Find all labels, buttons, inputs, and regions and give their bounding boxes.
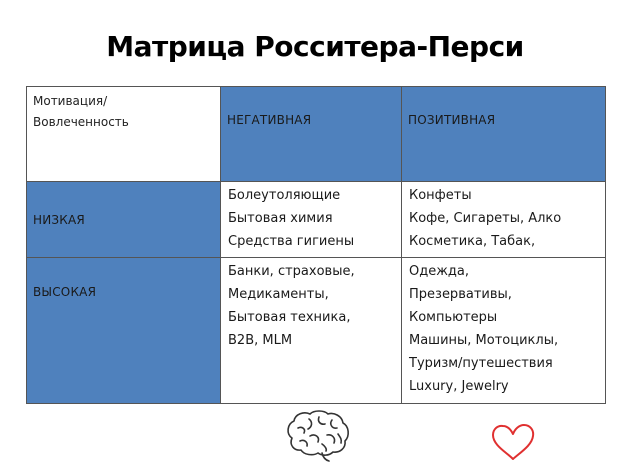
list-item: Кофе, Сигареты, Алко [409,211,562,226]
cell-low-negative [221,182,402,258]
corner-label-motivation: Мотивация/ [33,94,108,108]
list-item: Туризм/путешествия [409,356,553,371]
header-row [27,87,606,182]
column-header-positive [402,87,606,182]
list-item: Банки, страховые, [228,264,355,279]
list-item: Бытовая химия [228,211,333,226]
list-item: Медикаменты, [228,287,329,302]
heart-icon [488,422,538,462]
cell-high-negative [221,258,402,404]
list-item: Одежда, [409,264,470,279]
row-header-high [27,258,221,404]
row-header-low-label: НИЗКАЯ [33,212,85,227]
cell-low-positive-list [402,182,605,253]
corner-label [27,87,220,133]
list-item: Бытовая техника, [228,310,351,325]
brain-icon [282,408,352,464]
row-header-high-label: ВЫСОКАЯ [33,285,97,299]
rossiter-percy-matrix [26,86,606,404]
list-item: Машины, Мотоциклы, [409,333,559,348]
list-item: Luxury, Jewelry [409,379,509,394]
list-item: Болеутоляющие [228,188,341,203]
row-header-low [27,182,221,258]
column-header-positive-label: ПОЗИТИВНАЯ [408,113,496,127]
column-header-negative-label: НЕГАТИВНАЯ [227,113,312,127]
list-item: Презервативы, [409,287,512,302]
row-low [27,182,606,258]
cell-high-negative-list [221,258,401,352]
cell-low-positive [402,182,606,258]
corner-cell [27,87,221,182]
corner-label-involvement: Вовлеченность [33,115,129,129]
column-header-negative [221,87,402,182]
page-title: Матрица Росситера-Перси [106,30,524,63]
list-item: B2B, MLM [228,333,293,348]
list-item: Компьютеры [409,310,498,325]
cell-low-negative-list [221,182,401,253]
list-item: Конфеты [409,188,472,203]
list-item: Косметика, Табак, [409,234,536,249]
cell-high-positive [402,258,606,404]
row-high [27,258,606,404]
cell-high-positive-list [402,258,605,398]
list-item: Средства гигиены [228,234,355,249]
